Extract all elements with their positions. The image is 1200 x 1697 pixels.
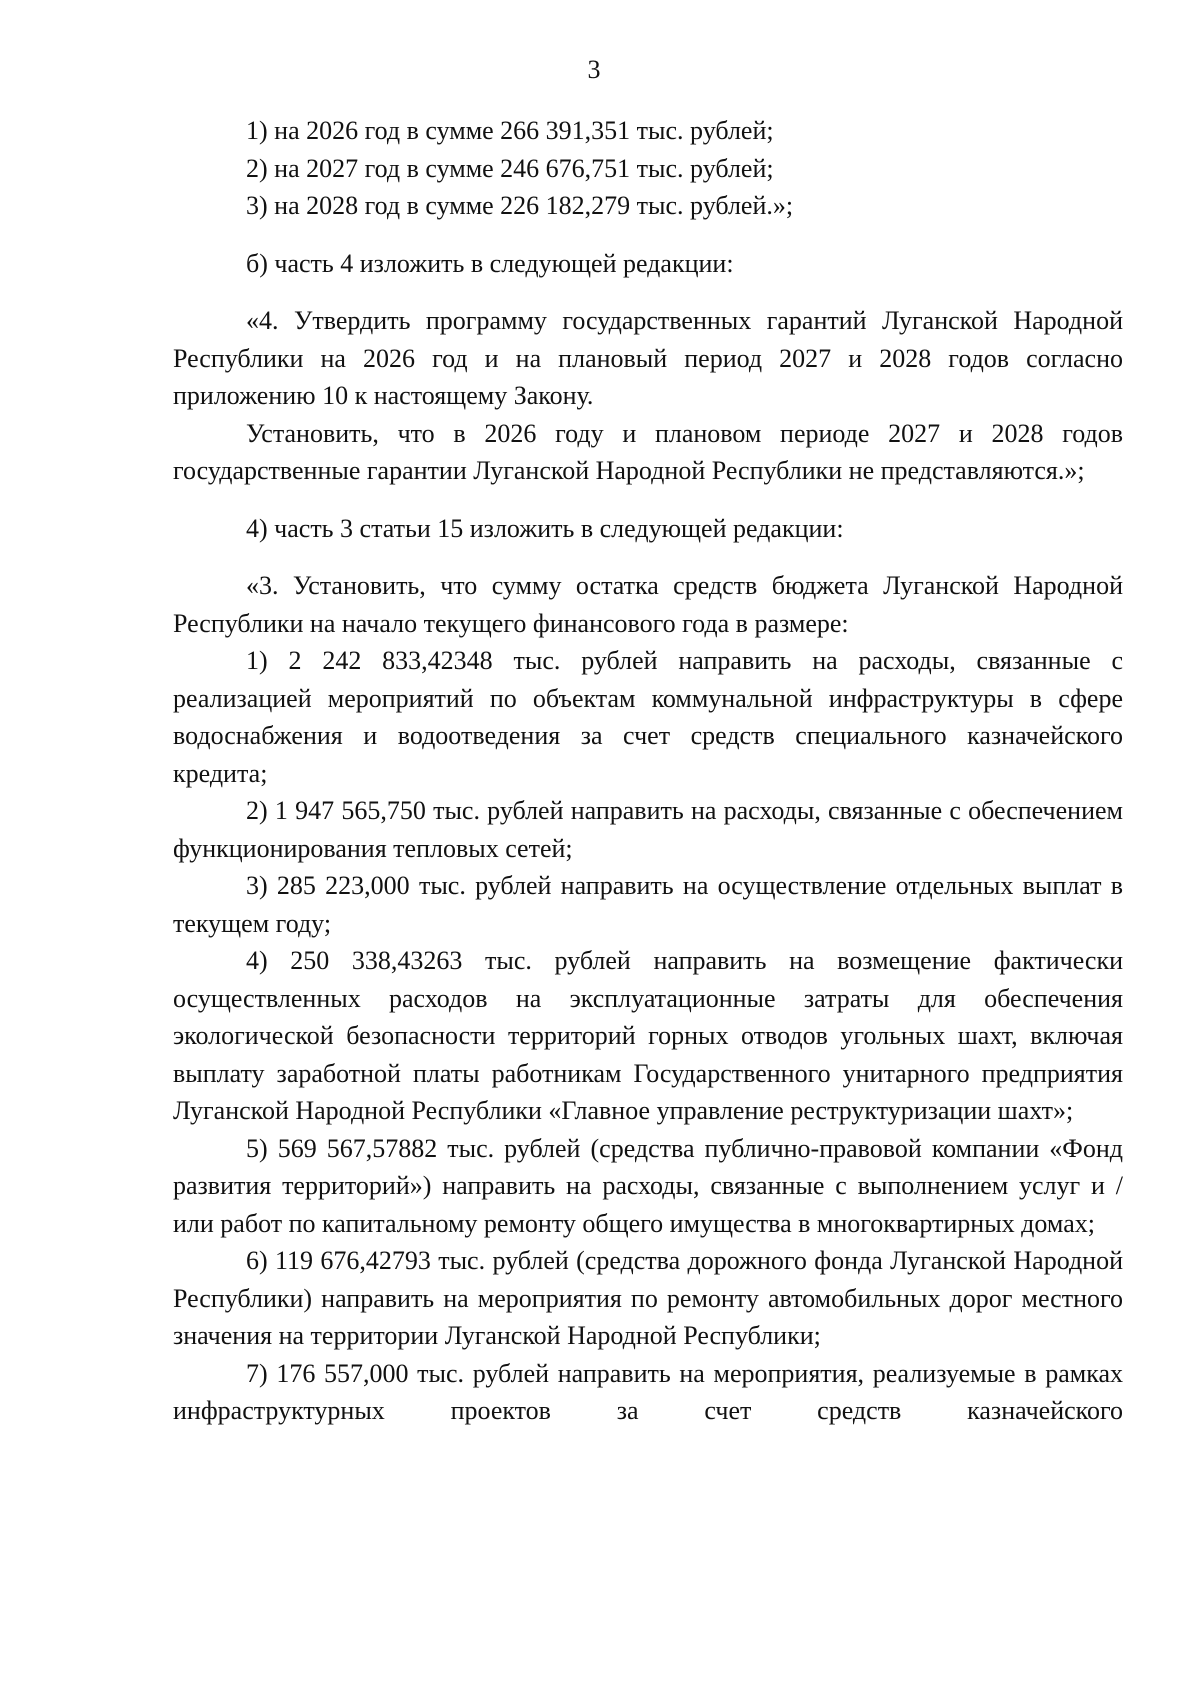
paragraph: 6) 119 676,42793 тыс. рублей (средства дорожного фонда Луганской Народной Республики) направить на мероприятия по ремонту автомобильных дорог местного значения на территории Луганской Народной Республики;	[173, 1246, 1123, 1350]
paragraph: 4) часть 3 статьи 15 изложить в следующей редакции:	[246, 513, 844, 543]
paragraph: 3) 285 223,000 тыс. рублей направить на осуществление отдельных выплат в текущем году;	[173, 871, 1123, 938]
paragraph: «4. Утвердить программу государственных гарантий Луганской Народной Республики на 2026 год и на плановый период 2027 и 2028 годов согласно приложению 10 к настоящему Закону.	[173, 306, 1123, 410]
paragraph: 1) 2 242 833,42348 тыс. рублей направить на расходы, связанные с реализацией мероприятий по объектам коммунальной инфраструктуры в сфере водоснабжения и водоотведения за счет средств специального казначейского кредита;	[173, 646, 1123, 788]
paragraph: 7) 176 557,000 тыс. рублей направить на мероприятия, реализуемые в рамках инфраструктурных проектов за счет средств казначейского	[173, 1358, 1123, 1425]
page-number: 3	[587, 55, 601, 84]
paragraph: 4) 250 338,43263 тыс. рублей направить на возмещение фактически осуществленных расходов на эксплуатационные затраты для обеспечения экологической безопасности территорий горных отводов угольных шахт, включая выплату заработной платы работникам Государственного унитарного предприятия Луганской Народной Республики «Главное управление реструктуризации шахт»;	[173, 946, 1123, 1125]
document-body	[173, 112, 1123, 1430]
paragraph: 2) 1 947 565,750 тыс. рублей направить на расходы, связанные с обеспечением функционирования тепловых сетей;	[173, 796, 1123, 863]
paragraph: 3) на 2028 год в сумме 226 182,279 тыс. рублей.»;	[246, 191, 794, 220]
paragraph: Установить, что в 2026 году и плановом периоде 2027 и 2028 годов государственные гарантии Луганской Народной Республики не представляются.»;	[173, 418, 1123, 485]
paragraph: 5) 569 567,57882 тыс. рублей (средства публично-правовой компании «Фонд развития территорий») направить на расходы, связанные с выполнением услуг и / или работ по капитальному ремонту общего имущества в многоквартирных домах;	[173, 1133, 1123, 1238]
paragraph: 1) на 2026 год в сумме 266 391,351 тыс. рублей;	[246, 116, 774, 145]
paragraph: б) часть 4 изложить в следующей редакции:	[246, 248, 734, 278]
paragraph: «3. Установить, что сумму остатка средств бюджета Луганской Народной Республики на начало текущего финансового года в размере:	[173, 571, 1123, 638]
paragraph: 2) на 2027 год в сумме 246 676,751 тыс. рублей;	[246, 153, 774, 183]
